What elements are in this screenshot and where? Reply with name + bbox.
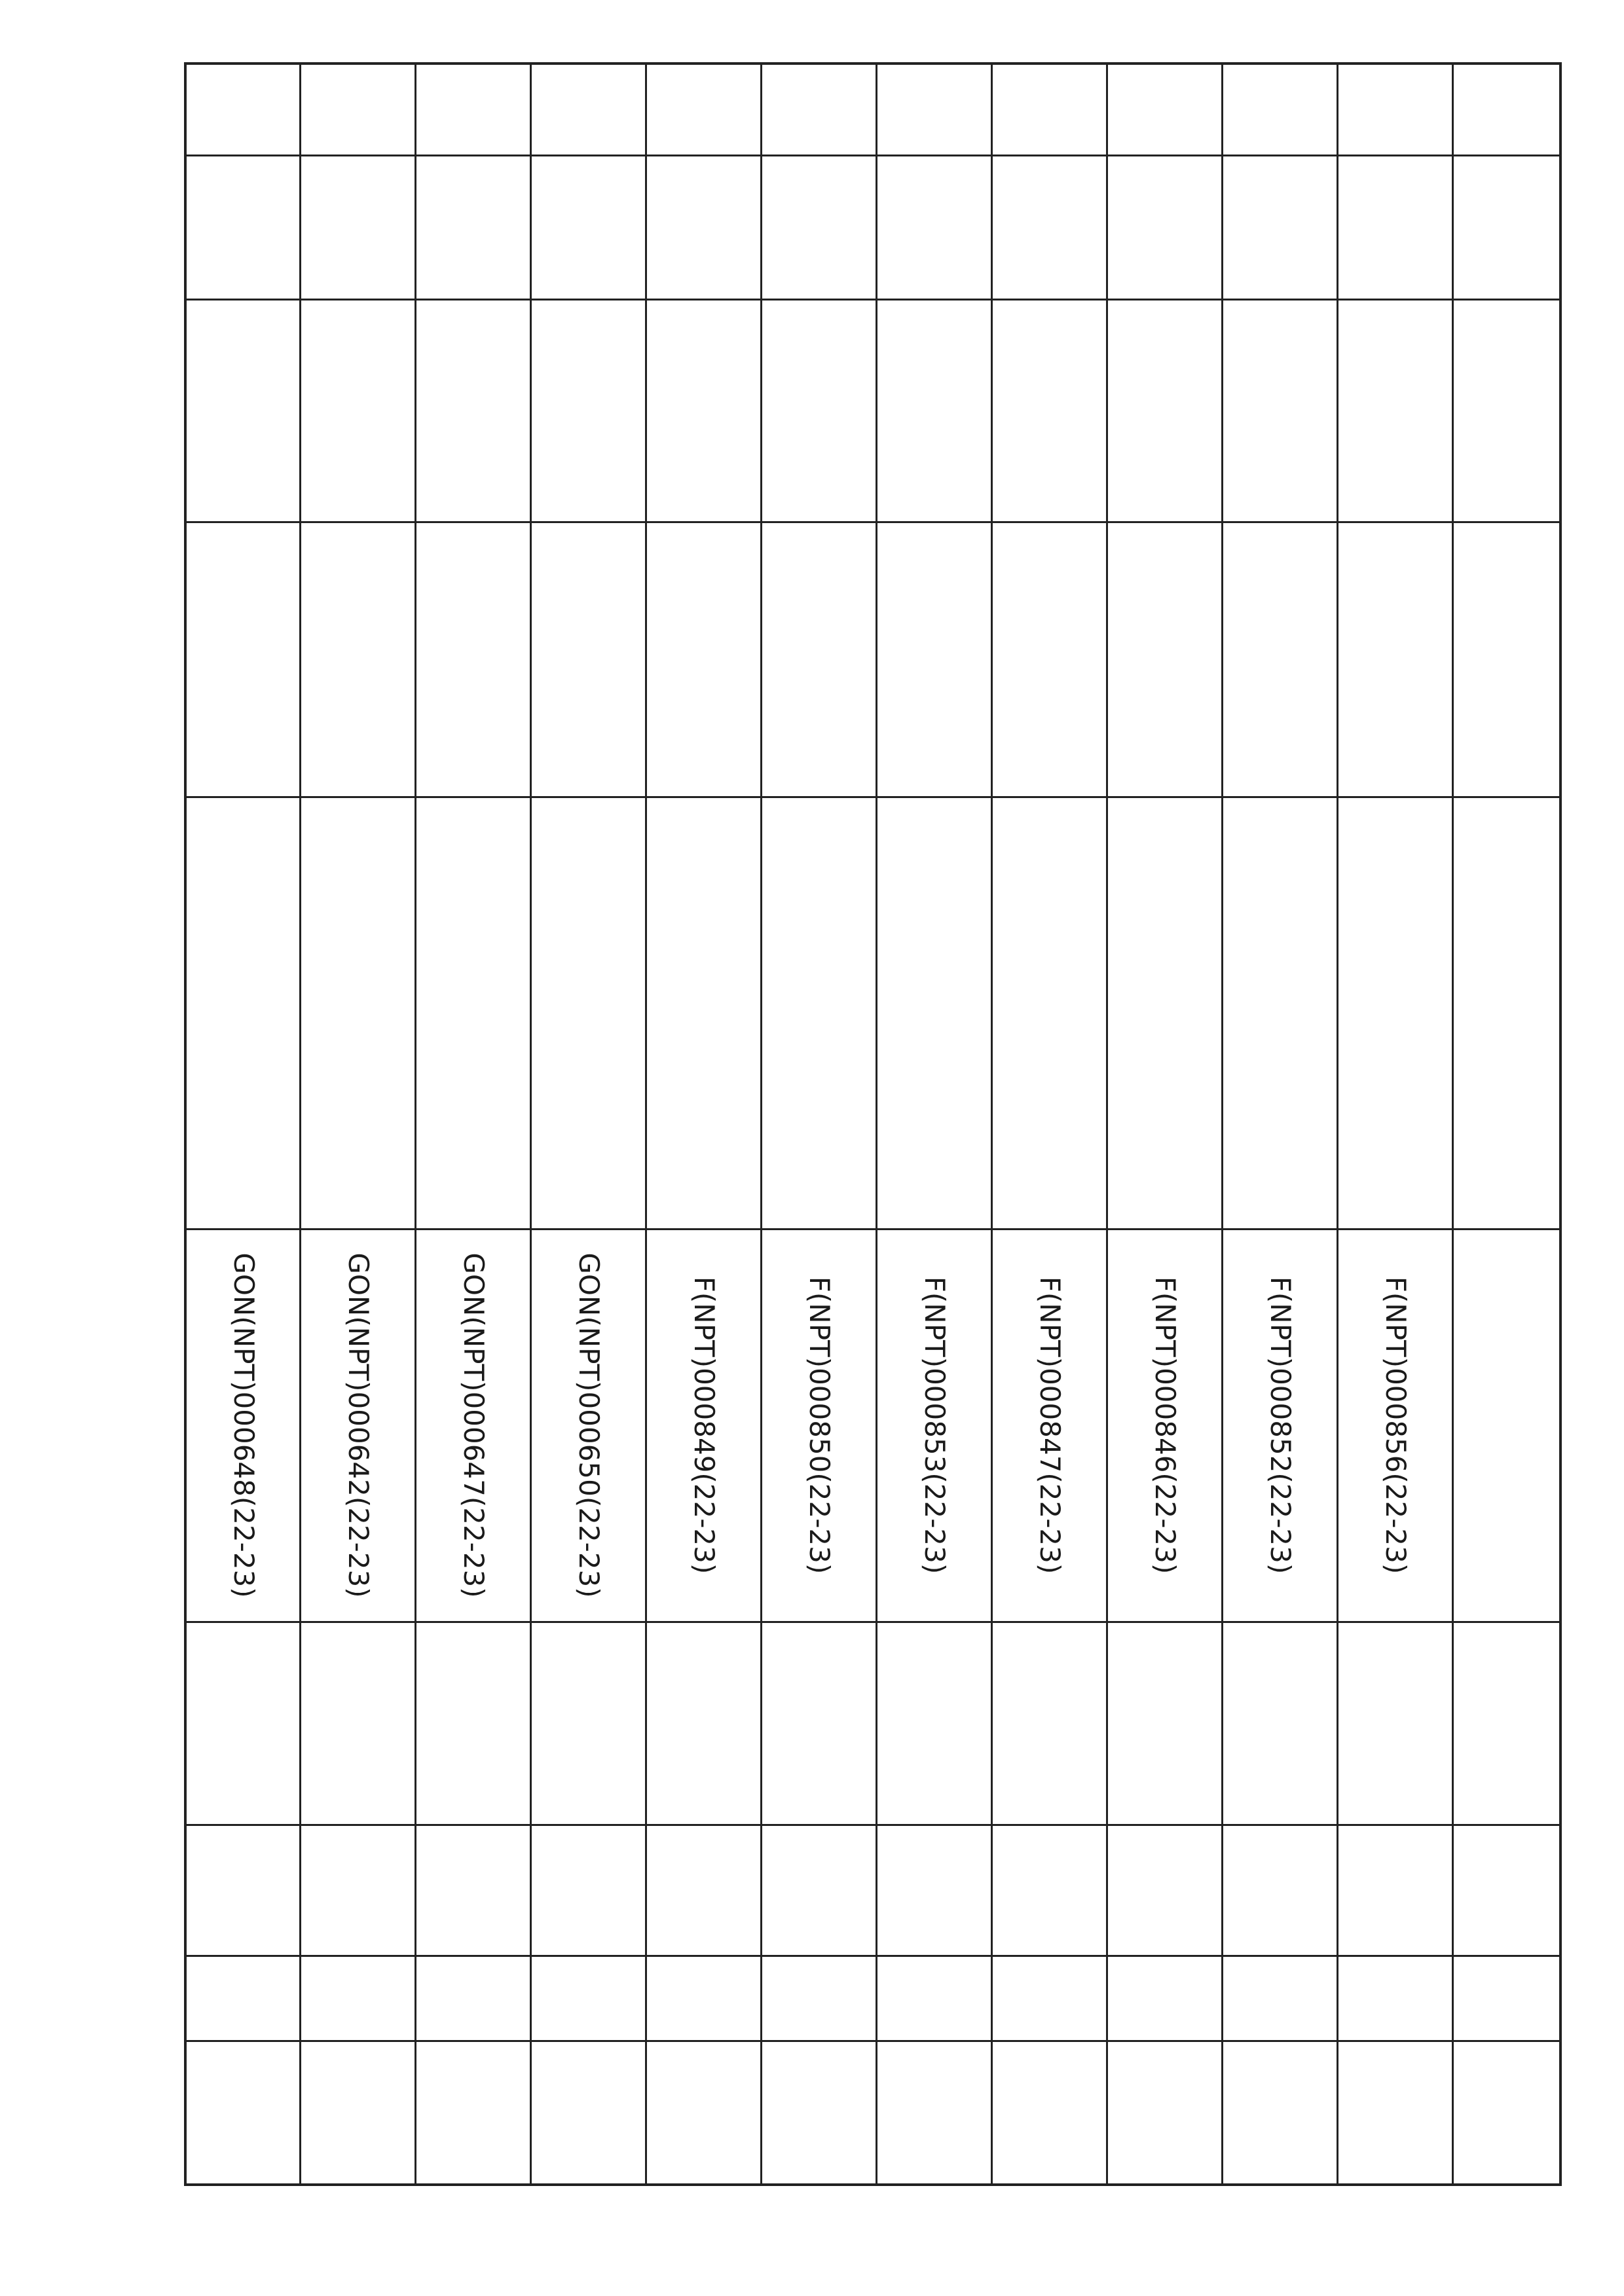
row-remark	[762, 1956, 877, 2041]
row-type	[646, 1622, 762, 1825]
row-address	[416, 797, 531, 1229]
row-remark	[646, 1956, 762, 2041]
row-blank	[992, 2041, 1107, 2185]
row-number	[1223, 64, 1338, 155]
table-row	[992, 64, 1107, 2185]
header-blank	[1453, 2041, 1560, 2185]
row-owner	[877, 299, 992, 522]
rotated-sheet	[111, 33, 1568, 2193]
row-township	[877, 522, 992, 797]
row-remark	[877, 1956, 992, 2041]
row-number	[416, 64, 531, 155]
row-number	[1338, 64, 1453, 155]
row-blank	[1223, 2041, 1338, 2185]
row-grade	[1338, 1825, 1453, 1956]
row-address	[1107, 797, 1223, 1229]
row-remark	[992, 1956, 1107, 2041]
header-reg-no	[1453, 1229, 1560, 1622]
row-date	[646, 155, 762, 299]
table-row	[877, 64, 992, 2185]
table-row	[301, 64, 416, 2185]
row-owner	[301, 299, 416, 522]
row-blank	[877, 2041, 992, 2185]
row-owner	[646, 299, 762, 522]
row-township	[531, 522, 646, 797]
row-blank	[531, 2041, 646, 2185]
row-reg-no: GON(NPT)000642(22-23)	[301, 1229, 416, 1622]
row-township	[1107, 522, 1223, 797]
row-number	[185, 64, 301, 155]
row-reg-no: GON(NPT)000650(22-23)	[531, 1229, 646, 1622]
row-type	[531, 1622, 646, 1825]
row-reg-no: GON(NPT)000648(22-23)	[185, 1229, 301, 1622]
row-number	[992, 64, 1107, 155]
header-township	[1453, 522, 1560, 797]
row-address	[1338, 797, 1453, 1229]
table-row	[416, 64, 531, 2185]
row-type	[1338, 1622, 1453, 1825]
header-date	[1453, 155, 1560, 299]
header-address	[1453, 797, 1560, 1229]
row-grade	[1223, 1825, 1338, 1956]
row-remark	[185, 1956, 301, 2041]
row-reg-no: GON(NPT)000647(22-23)	[416, 1229, 531, 1622]
table-row	[531, 64, 646, 2185]
header-remark	[1453, 1956, 1560, 2041]
row-type	[1223, 1622, 1338, 1825]
row-grade	[762, 1825, 877, 1956]
row-remark	[1107, 1956, 1223, 2041]
row-remark	[1223, 1956, 1338, 2041]
table-header-row	[1453, 64, 1560, 2185]
row-blank	[1338, 2041, 1453, 2185]
row-address	[992, 797, 1107, 1229]
row-date	[416, 155, 531, 299]
row-grade	[646, 1825, 762, 1956]
row-type	[416, 1622, 531, 1825]
row-township	[185, 522, 301, 797]
row-township	[646, 522, 762, 797]
row-date	[1107, 155, 1223, 299]
row-number	[762, 64, 877, 155]
row-number	[646, 64, 762, 155]
row-date	[1223, 155, 1338, 299]
row-owner	[185, 299, 301, 522]
row-type	[301, 1622, 416, 1825]
row-address	[531, 797, 646, 1229]
row-number	[531, 64, 646, 155]
row-reg-no: F(NPT)000852(22-23)	[1223, 1229, 1338, 1622]
row-reg-no: F(NPT)000849(22-23)	[646, 1229, 762, 1622]
table-row	[1338, 64, 1453, 2185]
row-township	[1338, 522, 1453, 797]
table-row	[1107, 64, 1223, 2185]
row-address	[762, 797, 877, 1229]
row-grade	[416, 1825, 531, 1956]
row-reg-no: F(NPT)000853(22-23)	[877, 1229, 992, 1622]
row-address	[185, 797, 301, 1229]
row-remark	[416, 1956, 531, 2041]
document-title	[121, 62, 167, 2183]
row-blank	[301, 2041, 416, 2185]
row-township	[416, 522, 531, 797]
row-date	[877, 155, 992, 299]
row-grade	[185, 1825, 301, 1956]
table-row	[762, 64, 877, 2185]
row-type	[762, 1622, 877, 1825]
header-grade	[1453, 1825, 1560, 1956]
table-row	[646, 64, 762, 2185]
row-owner	[531, 299, 646, 522]
row-owner	[762, 299, 877, 522]
row-reg-no: F(NPT)000856(22-23)	[1338, 1229, 1453, 1622]
row-date	[185, 155, 301, 299]
row-blank	[646, 2041, 762, 2185]
row-township	[1223, 522, 1338, 797]
row-grade	[992, 1825, 1107, 1956]
row-address	[301, 797, 416, 1229]
row-township	[762, 522, 877, 797]
row-reg-no: F(NPT)000850(22-23)	[762, 1229, 877, 1622]
row-reg-no: F(NPT)000846(22-23)	[1107, 1229, 1223, 1622]
table-row	[185, 64, 301, 2185]
row-remark	[531, 1956, 646, 2041]
row-date	[762, 155, 877, 299]
row-date	[301, 155, 416, 299]
row-remark	[1338, 1956, 1453, 2041]
row-date	[992, 155, 1107, 299]
header-owner	[1453, 299, 1560, 522]
row-type	[992, 1622, 1107, 1825]
row-type	[1107, 1622, 1223, 1825]
row-owner	[1338, 299, 1453, 522]
row-type	[185, 1622, 301, 1825]
row-date	[531, 155, 646, 299]
row-number	[301, 64, 416, 155]
row-number	[877, 64, 992, 155]
row-blank	[185, 2041, 301, 2185]
row-address	[1223, 797, 1338, 1229]
registration-table	[184, 62, 1562, 2186]
row-grade	[1107, 1825, 1223, 1956]
row-township	[301, 522, 416, 797]
row-blank	[1107, 2041, 1223, 2185]
row-owner	[416, 299, 531, 522]
row-owner	[1223, 299, 1338, 522]
row-owner	[992, 299, 1107, 522]
table-row	[1223, 64, 1338, 2185]
row-remark	[301, 1956, 416, 2041]
row-reg-no: F(NPT)000847(22-23)	[992, 1229, 1107, 1622]
header-no	[1453, 64, 1560, 155]
table-body	[185, 64, 1560, 2185]
row-blank	[762, 2041, 877, 2185]
row-owner	[1107, 299, 1223, 522]
row-grade	[531, 1825, 646, 1956]
row-grade	[877, 1825, 992, 1956]
row-address	[877, 797, 992, 1229]
row-grade	[301, 1825, 416, 1956]
header-type	[1453, 1622, 1560, 1825]
row-blank	[416, 2041, 531, 2185]
row-township	[992, 522, 1107, 797]
row-address	[646, 797, 762, 1229]
row-number	[1107, 64, 1223, 155]
row-date	[1338, 155, 1453, 299]
row-type	[877, 1622, 992, 1825]
